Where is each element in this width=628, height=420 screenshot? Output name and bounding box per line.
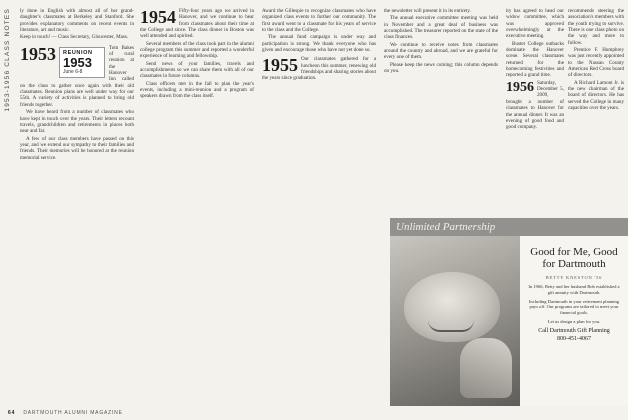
col3-paragraph: Our classmates gathered for a luncheon this summer, renewing old friendships and sharing stories about the years since graduation.: [262, 56, 376, 82]
ad-photo: [390, 236, 520, 406]
reunion-badge: REUNION 1953 June 6-8: [59, 47, 105, 79]
col6-paragraph: recommends steering the association's members with the youth trying to survive. There is one class photo on the way and more to follow.: [568, 8, 624, 46]
col1-paragraph: ly done in English with almost all of her grand-daughter's classmates at Berkeley and Stanford. She provides explanatory comments on recent events in literature, art and music.: [20, 8, 134, 34]
col1b-paragraph: Tom Bakes of rural reunion at the Hanover Inn called on the class to gather once again with their old classmates. Reunion plans are well under way for our 55th. A variety of activities is planned to bring old friends together.: [20, 44, 134, 108]
class-year-heading: 1954: [140, 7, 176, 27]
hand-image: [460, 338, 512, 398]
col2-paragraph: Several members of the class took part in the alumni college program this summer and reported a wonderful experience of learning and fellowship.: [140, 40, 254, 60]
class-year-heading: 1955: [262, 55, 298, 76]
column-6: [568, 8, 624, 113]
col4-paragraph: The annual executive committee meeting was held in November and a great deal of business was accomplished. The treasurer reported on the state of the class finances.: [384, 15, 498, 41]
col6-paragraph: A Richard Lamont Jr. is the new chairman of the board of directors. He has served the College in many capacities over the years.: [568, 79, 624, 112]
col3-paragraph: Award the Gillespie to recognize classmates who have organized class events to further our community. The first award went to a classmate for his years of service to the class and the College.: [262, 8, 376, 34]
col5-paragraph: ity has agreed to head our widow committee, which was approved overwhelmingly at the executive meeting.: [506, 8, 564, 40]
class-1953-entry: [20, 45, 134, 161]
magazine-name: DARTMOUTH ALUMNI MAGAZINE: [23, 410, 123, 416]
column-2: [140, 8, 254, 101]
ad-call-to-action[interactable]: Call Dartmouth Gift Planning: [538, 327, 610, 334]
col2-paragraph: Class officers met in the fall to plan the year's events, including a mini-reunion and a program of speakers drawn from the class itself.: [140, 80, 254, 100]
column-1: [20, 8, 134, 162]
col4-paragraph: Please keep the news coming; this column depends on you.: [384, 61, 498, 75]
ad-byline: BETTY KNESTON '56: [545, 275, 603, 280]
page-footer: [8, 410, 123, 416]
ad-phone-number[interactable]: 800-451-4067: [557, 335, 591, 342]
section-side-label: 1953-1956 CLASS NOTES: [3, 8, 11, 112]
col6-paragraph: Prentice F. Humphrey was just recently appointed to the Nassau County American Red Cross board of directors.: [568, 47, 624, 79]
class-year-heading: 1956: [506, 79, 534, 95]
col5-paragraph: Buster College outbacks dominate the Hanover scene. Several classmates returned for the homecoming festivities and reported a grand time.: [506, 40, 564, 79]
col1b-paragraph: We have heard from a number of classmates who have kept in touch over the years. Their letters recount travels, grandchildren and retirements in places both near and far.: [20, 109, 134, 135]
col1b-paragraph: A few of our class members have passed on this year, and we extend our sympathy to their families and friends. Their memories will be honored at the reunion memorial service.: [20, 135, 134, 161]
col5-paragraph: Saturday, December 5, 2009, brought a number of classmates to Hanover for the annual dinner. It was an evening of good food and good company.: [506, 79, 564, 131]
column-5: [506, 8, 564, 132]
col4-paragraph: We continue to receive notes from classmates around the country and abroad, and we are grateful for every one of them.: [384, 41, 498, 61]
column-4: [384, 8, 498, 75]
col1-paragraph: Keep in touch! — Class Secretary, Gloucester, Mass.: [20, 34, 129, 41]
ad-text-panel: [520, 236, 628, 406]
class-year-heading: 1953: [20, 43, 56, 64]
ad-headline: Good for Me, Good for Dartmouth: [530, 246, 618, 270]
page-number: 64: [8, 410, 16, 416]
col3-paragraph: The annual fund campaign is under way and participation is strong. We thank everyone who has given and encourage those who have not yet done so.: [262, 34, 376, 54]
col4-paragraph: the newsletter will present it in its entirety.: [384, 8, 471, 14]
ad-body: In 1966, Betty and her husband Bob established a gift annuity with Dartmouth. Including Dartmouth in your retirement planning pays off. Our programs are tailored to meet your financial goals. Let us design a plan for you.: [528, 284, 620, 324]
ad-banner-title: Unlimited Partnership: [390, 218, 628, 236]
column-3: [262, 8, 376, 83]
smile-shape: [428, 320, 474, 332]
gift-planning-advertisement[interactable]: [390, 218, 628, 406]
col2-paragraph: Fifty-four years ago we arrived in Hanover, and we continue to hear from classmates about their time at the College and since. The class dinner in Boston was well attended and spirited.: [140, 8, 254, 40]
col2-paragraph: Send news of your families, travels and accomplishments so we can share them with all of our classmates in future columns.: [140, 60, 254, 80]
